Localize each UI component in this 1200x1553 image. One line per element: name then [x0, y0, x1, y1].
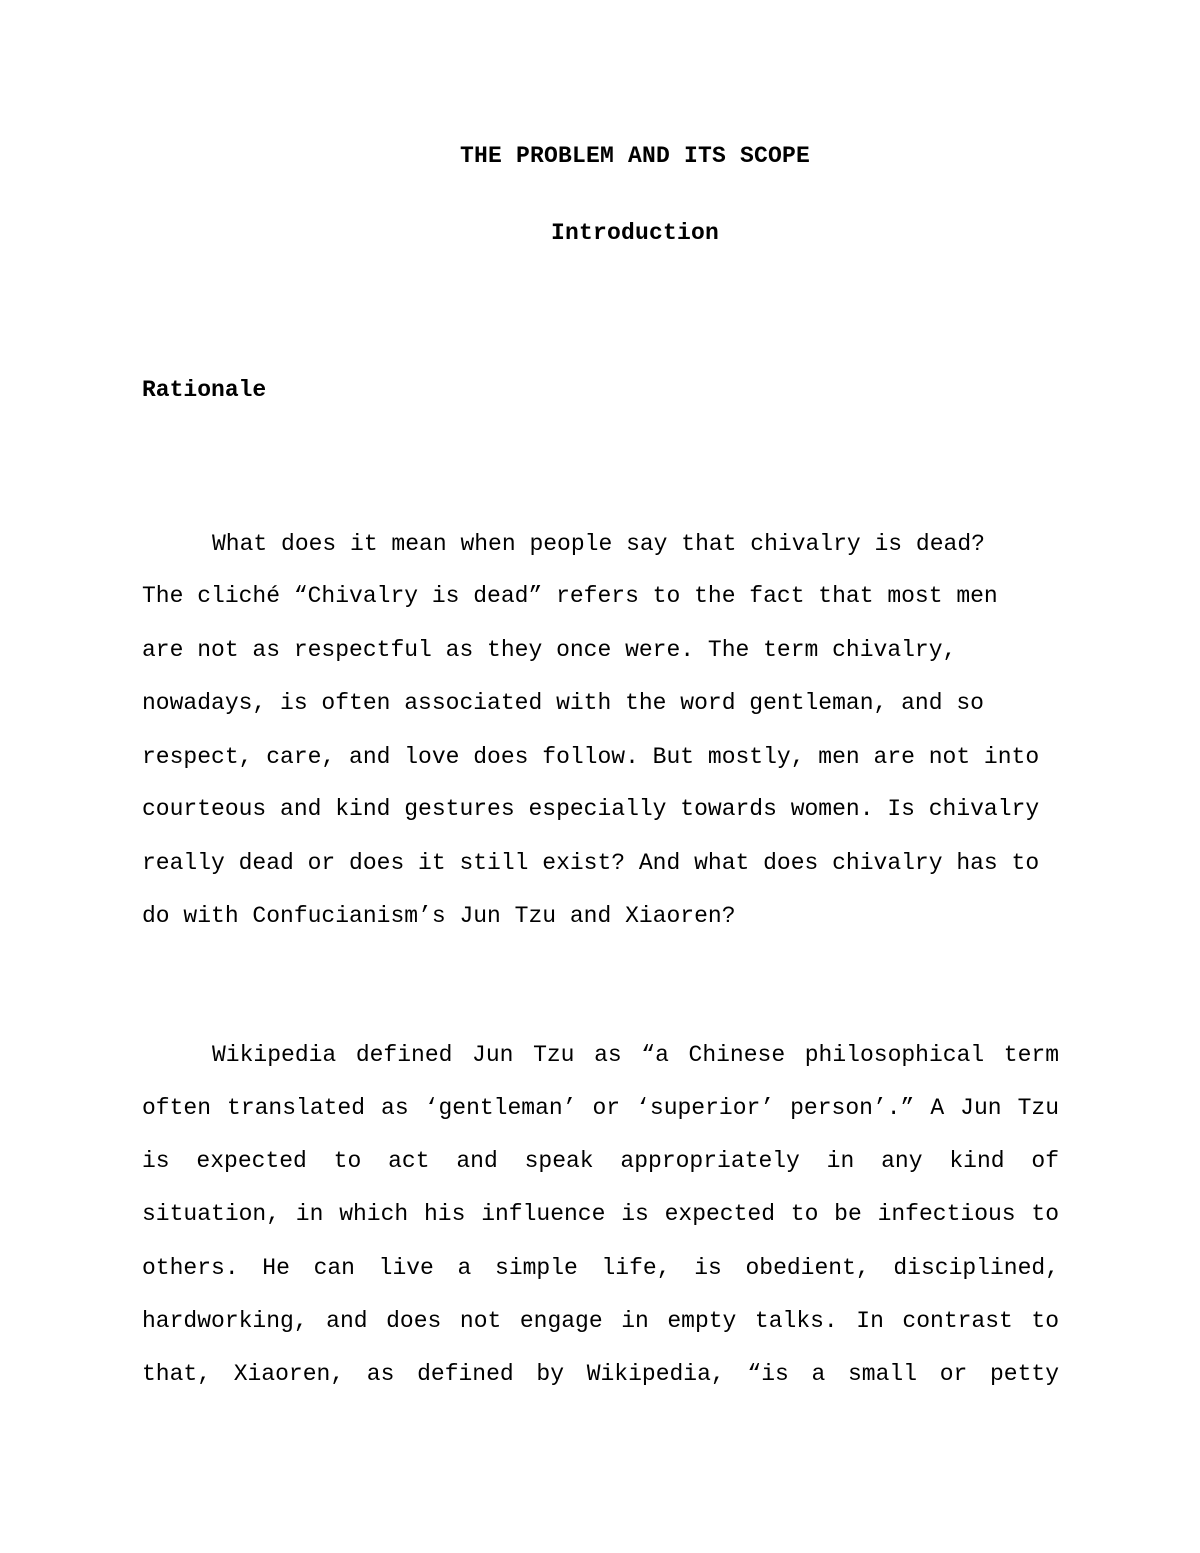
paragraph2-line: others. He can live a simple life, is obedient, disciplined,	[142, 1255, 1059, 1281]
paragraph1-line: do with Confucianism’s Jun Tzu and Xiaoren?	[142, 903, 736, 929]
paragraph2-line: hardworking, and does not engage in empty talks. In contrast to	[142, 1308, 1059, 1334]
paragraph2-line: Wikipedia defined Jun Tzu as “a Chinese philosophical term	[212, 1042, 1059, 1068]
document-title: THE PROBLEM AND ITS SCOPE	[459, 143, 811, 169]
paragraph1-line: The cliché “Chivalry is dead” refers to the fact that most men	[142, 583, 998, 609]
paragraph1-line: nowadays, is often associated with the word gentleman, and so	[142, 690, 984, 716]
paragraph1-line: are not as respectful as they once were. The term chivalry,	[142, 637, 957, 663]
paragraph2-line: often translated as ‘gentleman’ or ‘superior’ person’.” A Jun Tzu	[142, 1095, 1059, 1121]
paragraph1-line: respect, care, and love does follow. But mostly, men are not into	[142, 744, 1040, 770]
paragraph1-line: courteous and kind gestures especially towards women. Is chivalry	[142, 796, 1040, 822]
paragraph1-line: What does it mean when people say that chivalry is dead?	[212, 531, 985, 557]
paragraph2-line: is expected to act and speak appropriately in any kind of	[142, 1148, 1059, 1174]
paragraph2-line: situation, in which his influence is expected to be infectious to	[142, 1201, 1059, 1227]
document-subtitle: Introduction	[550, 220, 720, 246]
paragraph2-line: that, Xiaoren, as defined by Wikipedia, “is a small or petty	[142, 1361, 1059, 1387]
paragraph1-line: really dead or does it still exist? And what does chivalry has to	[142, 850, 1040, 876]
section-heading: Rationale	[142, 377, 267, 403]
